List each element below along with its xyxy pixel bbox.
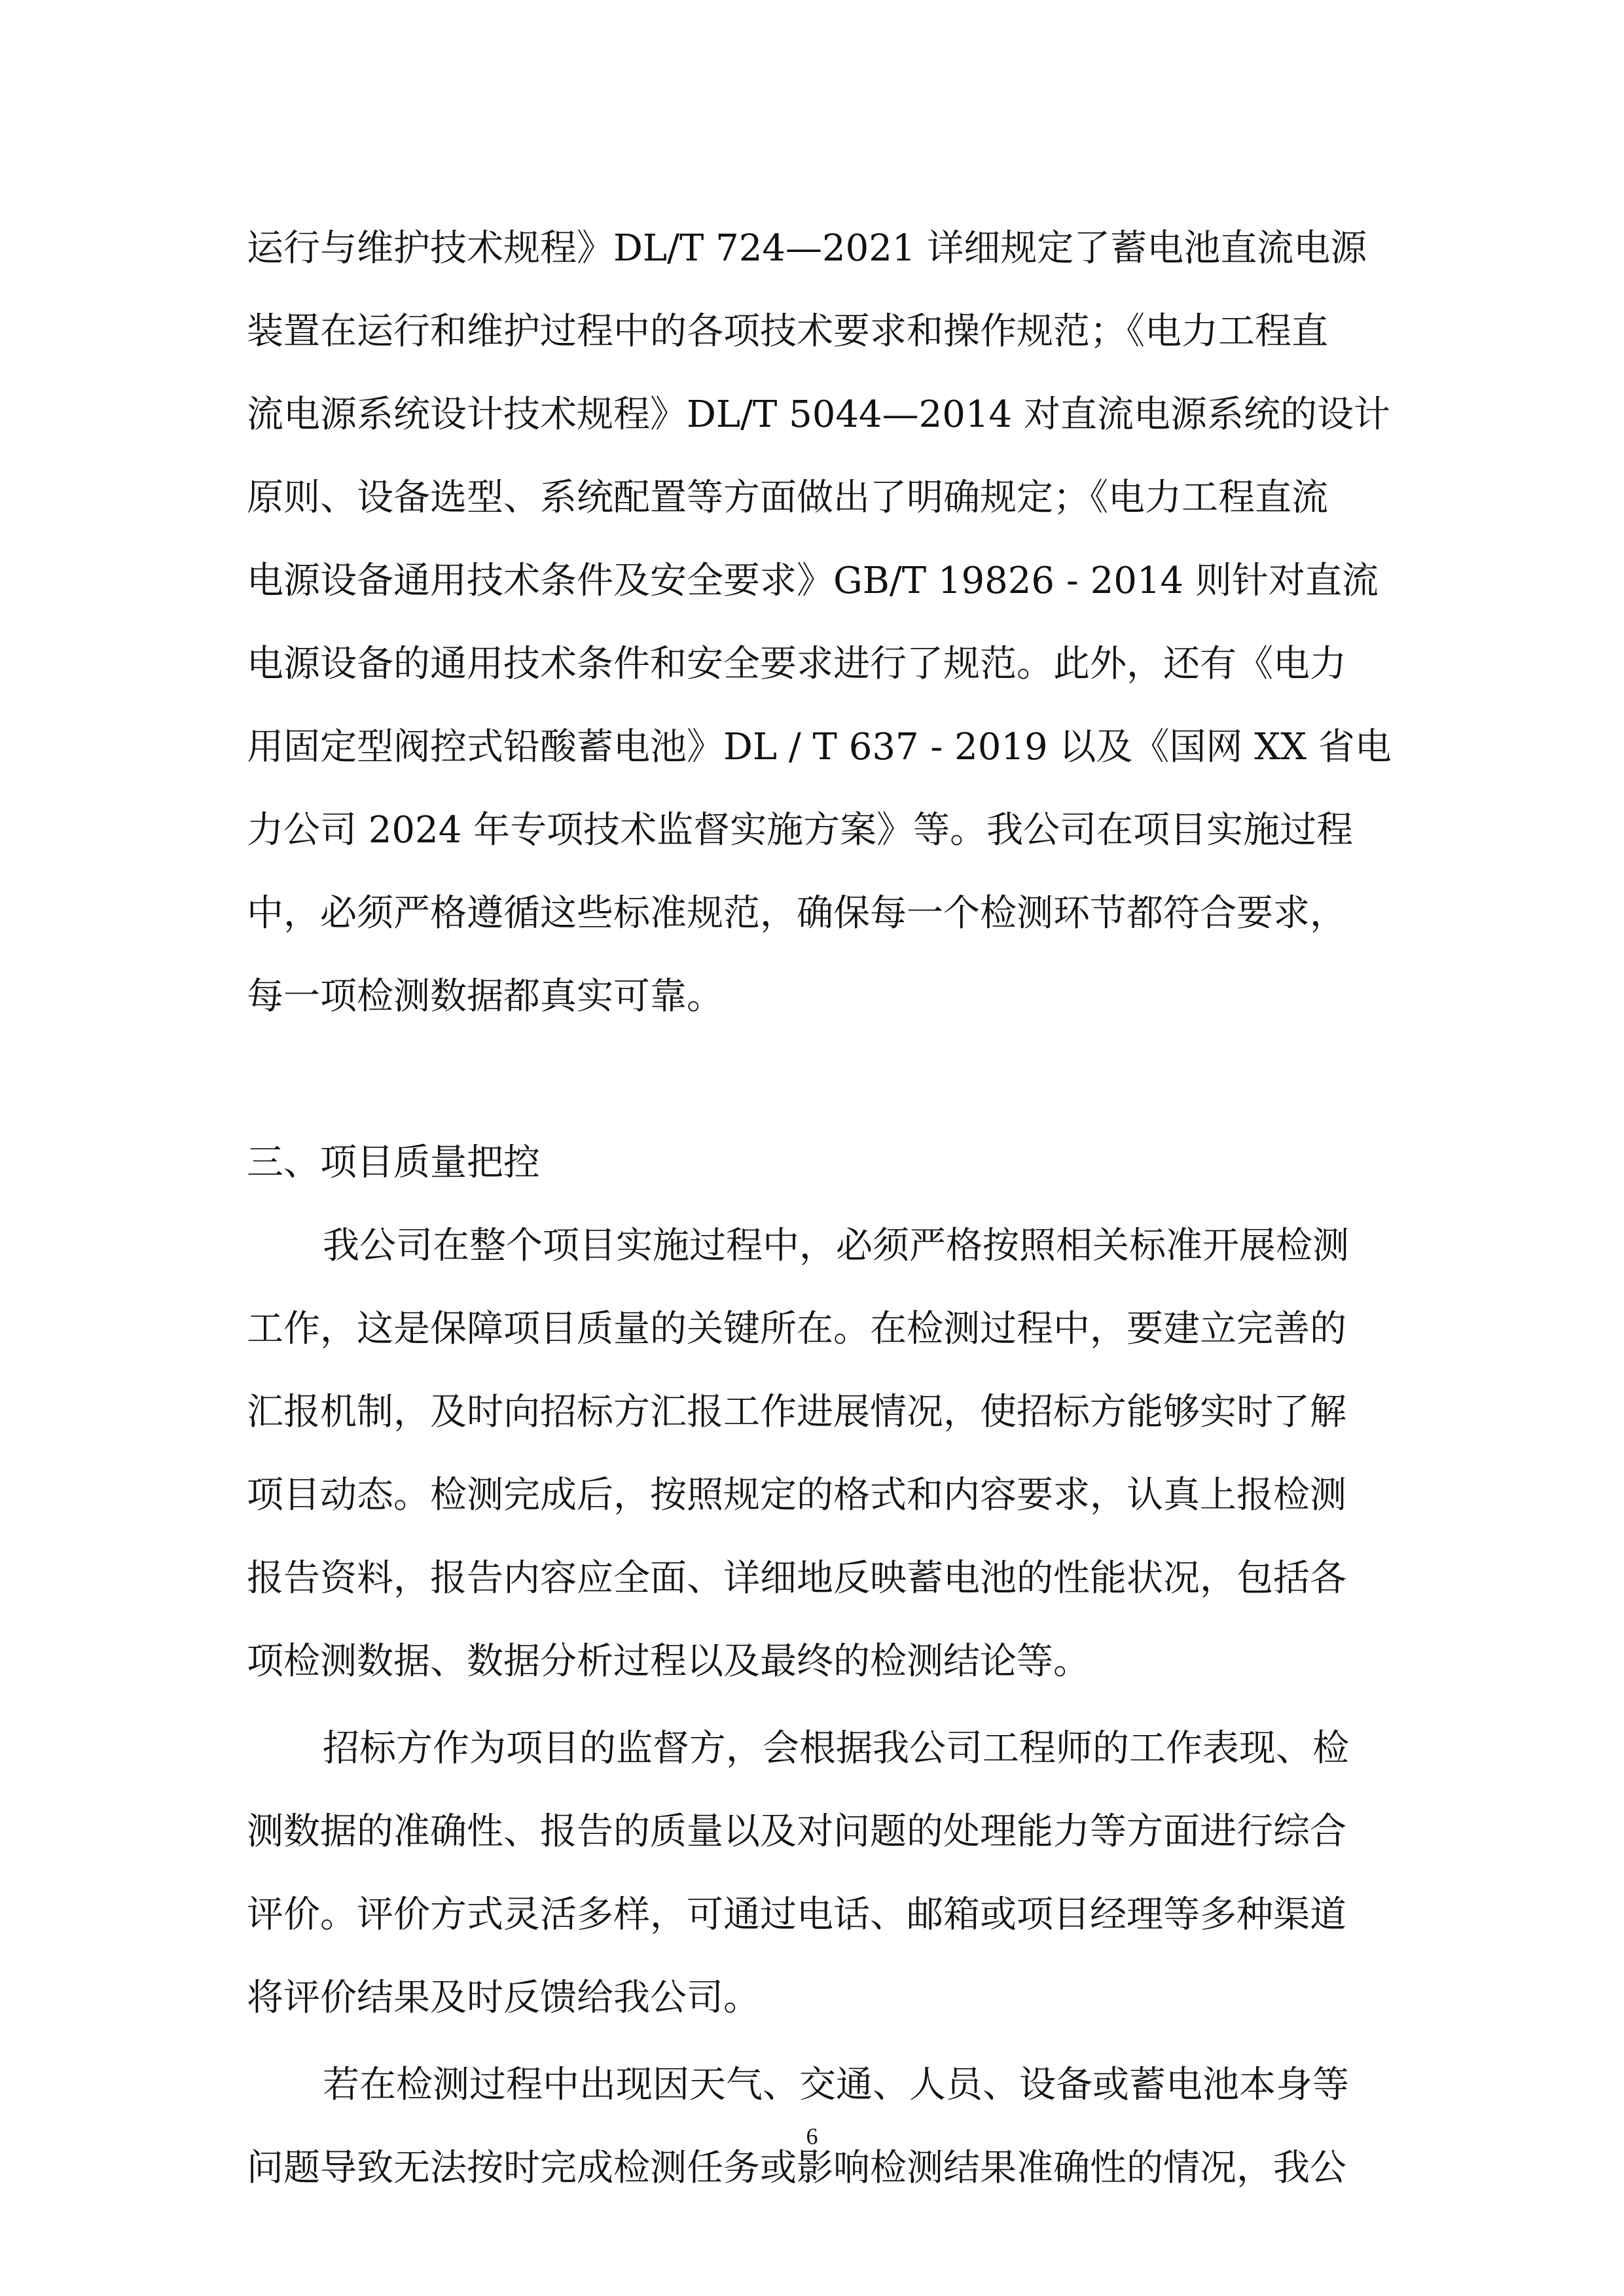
text-line: 每一项检测数据都真实可靠。 xyxy=(247,975,723,1018)
text-line: 用固定型阀控式铅酸蓄电池》DL / T 637 - 2019 以及《国网 XX 省电 xyxy=(247,726,1392,768)
text-line: 电源设备的通用技术条件和安全要求进行了规范。此外，还有《电力 xyxy=(247,643,1346,685)
text-line: 力公司 2024 年专项技术监督实施方案》等。我公司在项目实施过程 xyxy=(247,809,1354,852)
text-line: 报告资料，报告内容应全面、详细地反映蓄电池的性能状况，包括各 xyxy=(247,1557,1346,1600)
paragraph-quality-control xyxy=(247,1204,1386,1703)
text-line: 我公司在整个项目实施过程中，必须严格按照相关标准开展检测 xyxy=(323,1225,1349,1267)
text-line: 测数据的准确性、报告的质量以及对问题的处理能力等方面进行综合 xyxy=(247,1810,1346,1853)
text-line: 流电源系统设计技术规程》DL/T 5044—2014 对直流电源系统的设计 xyxy=(247,393,1390,436)
text-line: 装置在运行和维护过程中的各项技术要求和操作规范；《电力工程直 xyxy=(247,310,1328,353)
text-line: 将评价结果及时反馈给我公司。 xyxy=(247,1977,760,2019)
document-body xyxy=(247,207,1392,2210)
text-line: 工作，这是保障项目质量的关键所在。在检测过程中，要建立完善的 xyxy=(247,1308,1346,1350)
text-line: 运行与维护技术规程》DL/T 724—2021 详细规定了蓄电池直流电源 xyxy=(247,227,1367,270)
paragraph-standards xyxy=(247,207,1392,1038)
text-line: 问题导致无法按时完成检测任务或影响检测结果准确性的情况，我公 xyxy=(247,2147,1346,2189)
text-line: 招标方作为项目的监督方，会根据我公司工程师的工作表现、检 xyxy=(323,1727,1349,1770)
text-line: 项检测数据、数据分析过程以及最终的检测结论等。 xyxy=(247,1640,1090,1683)
text-line: 电源设备通用技术条件及安全要求》GB/T 19826 - 2014 则针对直流 xyxy=(247,560,1379,602)
text-line: 项目动态。检测完成后，按照规定的格式和内容要求，认真上报检测 xyxy=(247,1474,1346,1516)
text-line: 原则、设备选型、系统配置等方面做出了明确规定；《电力工程直流 xyxy=(247,476,1328,519)
text-line: 汇报机制，及时向招标方汇报工作进展情况，使招标方能够实时了解 xyxy=(247,1391,1346,1433)
paragraph-evaluation xyxy=(247,1707,1386,2039)
page-number: 6 xyxy=(806,2123,818,2149)
text-line: 中，必须严格遵循这些标准规范，确保每一个检测环节都符合要求， xyxy=(247,892,1346,935)
section-heading: 三、项目质量把控 xyxy=(247,1141,540,1184)
text-line: 若在检测过程中出现因天气、交通、人员、设备或蓄电池本身等 xyxy=(323,2064,1349,2106)
text-line: 评价。评价方式灵活多样，可通过电话、邮箱或项目经理等多种渠道 xyxy=(247,1893,1346,1936)
paragraph-spacer xyxy=(247,1038,1386,1121)
